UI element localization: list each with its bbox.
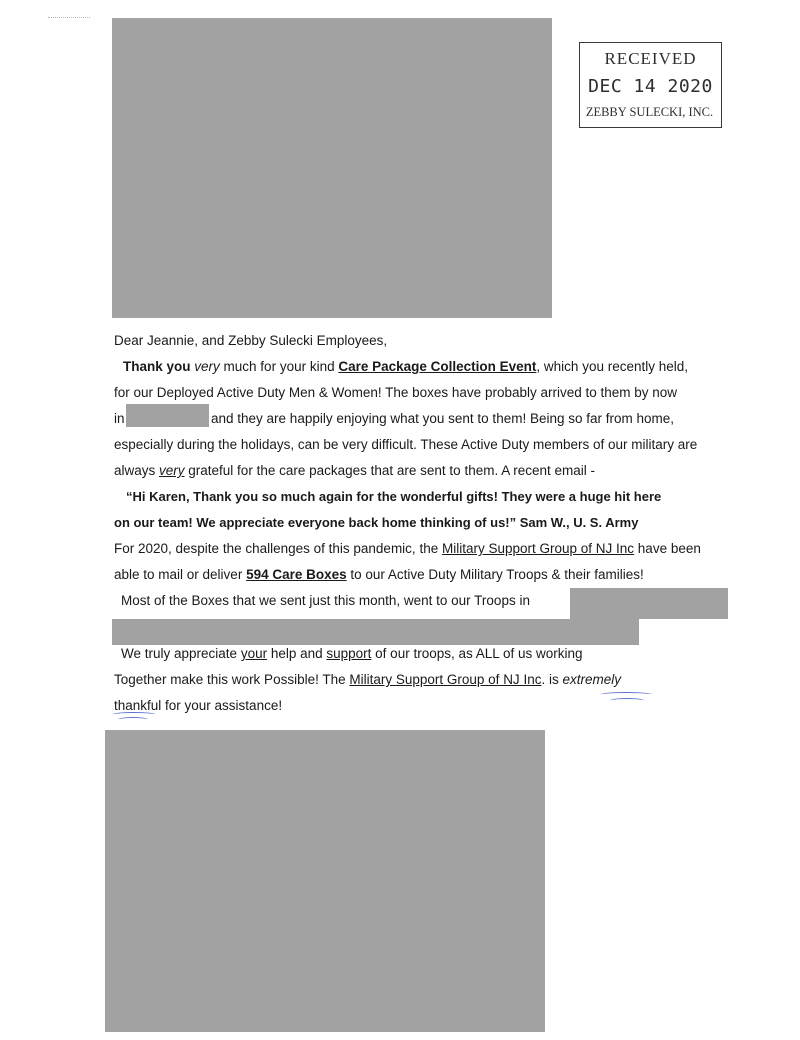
letter-line-3-in: in: [114, 411, 125, 426]
line-text: For 2020, despite the challenges of this pandemic, the: [114, 541, 442, 556]
salutation: Dear Jeannie, and Zebby Sulecki Employees,: [114, 333, 388, 348]
line-text: have been: [634, 541, 701, 556]
line-text: . is: [541, 672, 563, 687]
line-text: , which you recently held,: [536, 359, 689, 374]
letter-line-2: for our Deployed Active Duty Men & Women! The boxes have probably arrived to them by now: [114, 385, 678, 400]
stamp-company: ZEBBY SULECKI, INC.: [585, 105, 714, 119]
redacted-location-2: [570, 588, 728, 619]
line-text: help and: [267, 646, 327, 661]
line-text: much for your kind: [219, 359, 339, 374]
letter-line-1: [123, 359, 688, 375]
thank-you-text: Thank you: [123, 359, 191, 374]
letter-line-4: especially during the holidays, can be very difficult. These Active Duty members of our military are: [114, 437, 698, 452]
org-name: Military Support Group of NJ Inc: [441, 541, 635, 556]
received-stamp: [579, 42, 722, 128]
letter-line-9: [114, 567, 644, 583]
letter-line-13: thankful for your assistance!: [114, 698, 283, 713]
redacted-location-1: [126, 404, 209, 427]
extremely-emphasis: extremely: [562, 672, 621, 687]
event-name: Care Package Collection Event: [338, 359, 537, 374]
redacted-image-bottom: [105, 730, 545, 1032]
line-text: Together make this work Possible! The: [114, 672, 350, 687]
org-name: Military Support Group of NJ Inc: [349, 672, 542, 687]
line-text: We truly appreciate: [121, 646, 241, 661]
care-boxes-count: 594 Care Boxes: [246, 567, 347, 582]
line-text: of our troops, as ALL of us working: [371, 646, 583, 661]
line-text: always: [114, 463, 160, 478]
very-emphasis: very: [194, 359, 220, 374]
pen-underline-mark: [600, 692, 652, 697]
stamp-received-label: RECEIVED: [604, 49, 697, 68]
redacted-location-3: [112, 619, 639, 645]
quote-line-1: “Hi Karen, Thank you so much again for the wonderful gifts! They were a huge hit here: [126, 489, 662, 504]
letter-line-11: [121, 646, 583, 662]
very-emphasis: very: [159, 463, 185, 478]
letter-line-10: Most of the Boxes that we sent just this month, went to our Troops in: [121, 593, 530, 608]
line-text: able to mail or deliver: [114, 567, 247, 582]
quote-line-2: on our team! We appreciate everyone back home thinking of us!” Sam W., U. S. Army: [114, 515, 639, 530]
letter-line-8: [114, 541, 701, 557]
line-text: to our Active Duty Military Troops & their families!: [346, 567, 644, 582]
pen-underline-mark: [118, 717, 148, 722]
letter-line-3: and they are happily enjoying what you sent to them! Being so far from home,: [211, 411, 675, 426]
letter-line-12: [114, 672, 621, 688]
redacted-image-top: [112, 18, 552, 318]
letter-line-5: [114, 463, 595, 479]
stamp-date: DEC 14 2020: [588, 76, 713, 97]
line-text: grateful for the care packages that are sent to them. A recent email -: [184, 463, 596, 478]
scan-artifact: [48, 17, 90, 18]
your-emphasis: your: [240, 646, 268, 661]
pen-underline-mark: [610, 698, 644, 703]
support-emphasis: support: [326, 646, 372, 661]
